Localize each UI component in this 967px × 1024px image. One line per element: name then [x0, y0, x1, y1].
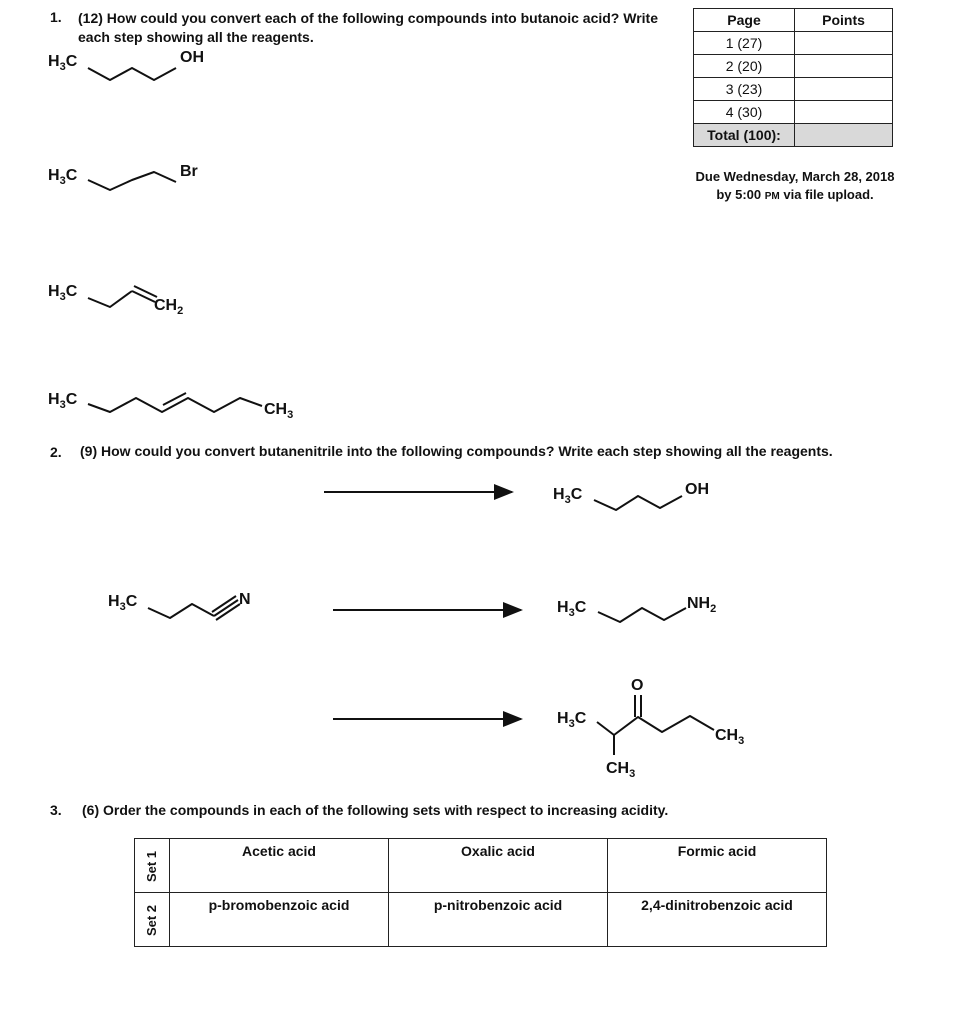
score-row-page: 1 (27): [694, 32, 795, 55]
q2-number: 2.: [50, 444, 62, 460]
q2-start-butanenitrile: [108, 591, 251, 620]
q2-p3-chain: [597, 716, 714, 735]
compound-name: p-nitrobenzoic acid: [433, 897, 563, 913]
due-line1: Due Wednesday, March 28, 2018: [695, 169, 895, 184]
q2-product-butylamine: [557, 595, 716, 622]
q1-structure-hexene: [48, 391, 293, 421]
score-row-page: 2 (20): [694, 55, 795, 78]
q2-p2-left-label: $H_3C$: [557, 599, 587, 619]
q1-s1-chain: [88, 68, 176, 80]
q2-p3-left-label: $H_3C$: [557, 710, 587, 730]
score-row-page: 4 (30): [694, 101, 795, 124]
q2-p3-oxygen-label: O: [631, 677, 644, 694]
compound-cell[interactable]: [389, 839, 608, 893]
compound-name: Oxalic acid: [461, 843, 535, 859]
acidity-set-row: [135, 893, 827, 947]
q3-number: 3.: [50, 802, 62, 818]
set-label: Set 1: [144, 850, 160, 882]
due-line2-prefix: by 5:00: [716, 187, 765, 202]
q1-structure-butanol: [48, 49, 204, 80]
q2-p3-branch-label: $CH_3$: [606, 760, 636, 780]
acidity-table: [134, 838, 827, 947]
compound-name: 2,4-dinitrobenzoic acid: [641, 897, 793, 913]
acidity-set-row: [135, 839, 827, 893]
q1-s2-chain: [88, 172, 176, 190]
q1-structure-bromobutane: [48, 163, 198, 190]
compound-name: Acetic acid: [242, 843, 316, 859]
set-label-cell: [135, 839, 170, 893]
compound-name: p-bromobenzoic acid: [208, 897, 350, 913]
q1-text-line2: each step showing all the reagents.: [78, 29, 314, 45]
compound-cell[interactable]: [389, 893, 608, 947]
q1-s3-right-label: $CH_2$: [154, 297, 184, 317]
q2-start-right-label: N: [239, 591, 251, 608]
q1-s4-left-label: $H_3C$: [48, 391, 78, 411]
q2-start-chain: [148, 604, 214, 618]
q1-s3-left-label: $H_3C$: [48, 283, 78, 303]
q2-p2-right-label: $NH_2$: [687, 595, 717, 615]
set-label: Set 2: [144, 904, 160, 936]
q1-s4-right-label: $CH_3$: [264, 401, 294, 421]
compound-cell[interactable]: [608, 839, 827, 893]
q1-s4-chain: [88, 398, 262, 412]
q1-text-line1: (12) How could you convert each of the following compounds into butanoic acid? Write: [78, 10, 658, 26]
q1-s2-right-label: Br: [180, 163, 198, 180]
q2-text: (9) How could you convert butanenitrile into the following compounds? Write each step showing all the reagents.: [80, 443, 833, 459]
q2-product-ketone: [557, 677, 744, 780]
due-line2-pm: PM: [764, 191, 780, 202]
q2-p1-left-label: $H_3C$: [553, 486, 583, 506]
q2-p1-right-label: OH: [685, 481, 709, 498]
q1-structure-butene: [48, 283, 183, 317]
score-header-points: Points: [795, 9, 893, 32]
set-label-cell: [135, 893, 170, 947]
compound-name: Formic acid: [677, 843, 757, 859]
compound-cell[interactable]: [170, 839, 389, 893]
q2-p2-chain: [598, 608, 686, 622]
q2-p3-right-label: $CH_3$: [715, 727, 745, 747]
score-header-page: Page: [694, 9, 795, 32]
score-row-page: 3 (23): [694, 78, 795, 101]
compound-cell[interactable]: [170, 893, 389, 947]
q1-s3-double-bond-b: [134, 286, 157, 297]
q2-start-left-label: $H_3C$: [108, 593, 138, 613]
q1-s1-right-label: OH: [180, 49, 204, 66]
q1-s3-double-bond-a: [132, 291, 155, 302]
q1-s2-left-label: $H_3C$: [48, 167, 78, 187]
q2-product-butanol: [553, 481, 709, 510]
due-line2-suffix: via file upload.: [779, 187, 874, 202]
q2-p1-chain: [594, 496, 682, 510]
score-total-label: Total (100):: [694, 124, 795, 147]
q1-s4-double-bond: [163, 393, 186, 405]
q1-s1-left-label: $H_3C$: [48, 53, 78, 73]
q1-s3-chain: [88, 291, 132, 307]
q3-text: (6) Order the compounds in each of the following sets with respect to increasing acidity.: [82, 802, 669, 818]
q1-number: 1.: [50, 9, 62, 25]
compound-cell[interactable]: [608, 893, 827, 947]
